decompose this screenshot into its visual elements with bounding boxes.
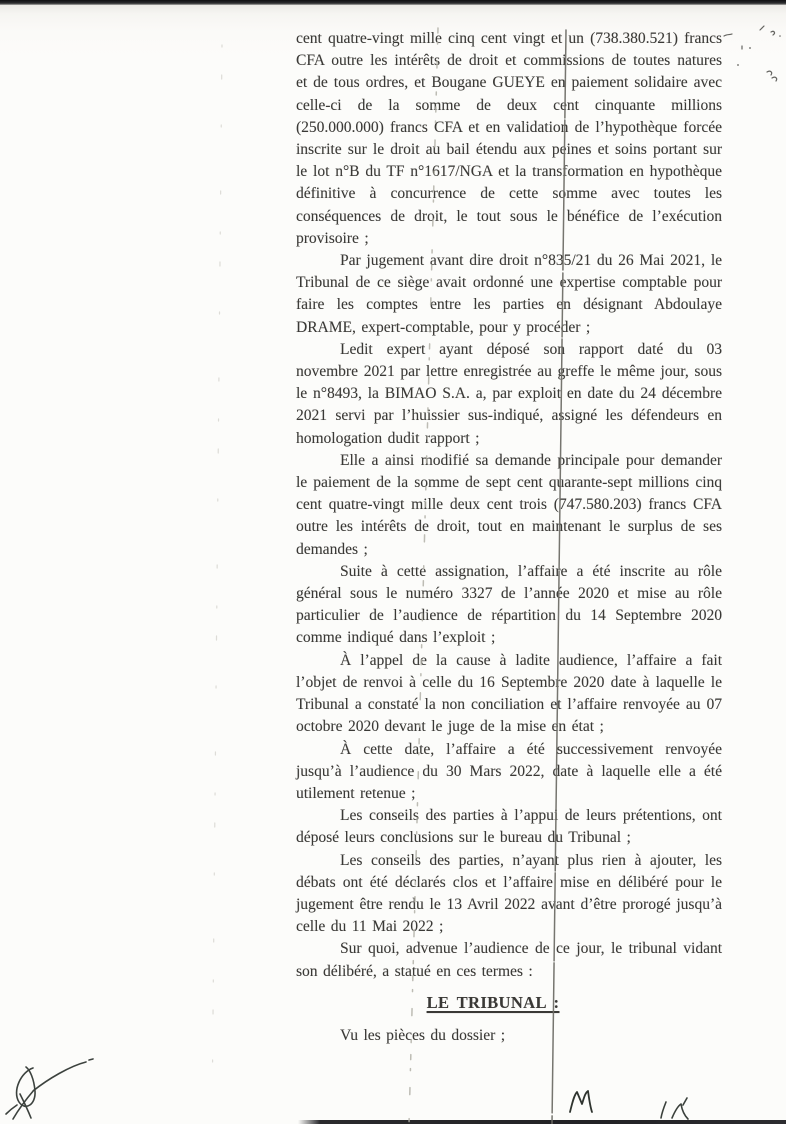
paragraph-mise-en-delibere: Les conseils des parties, n’ayant plus rien à ajouter, les débats ont été déclarés clos et l’affaire mise en délibéré pour le jugement être rendu le 13 Avril 2022 avant d’être prorogé jusqu’à celle du 11 Mai 2022 ; xyxy=(296,851,722,936)
paragraph-expert-report: Ledit expert ayant déposé son rapport daté du 03 novembre 2021 par lettre enregistrée au greffe le même jour, sous le n°8493, la BIMAO S.A. a, par exploit en date du 24 décembre 2021 servi par l’huissier sus-indiqué, assigné les défendeurs en homologation dudit rapport ; xyxy=(296,340,722,447)
paragraph-renvoi-30-mars: À cette date, l’affaire a été successivement renvoyée jusqu’à l’audience du 30 Mars 2022, date à laquelle elle a été utilement retenue ; xyxy=(296,740,722,802)
paragraph-vu-les-pieces: Vu les pièces du dossier ; xyxy=(340,1026,506,1044)
fold-crease-faint-left xyxy=(212,45,222,1124)
paragraph-avant-dire-droit: Par jugement avant dire droit n°835/21 du 26 Mai 2021, le Tribunal de ce siège avait ordonné une expertise comptable pour faire les comptes entre les parties en désignant Abdoulaye DRAME, expert-comptable, pour y procéder ; xyxy=(296,252,722,336)
ink-speckles xyxy=(724,26,781,81)
paragraph-non-conciliation: À l’appel de la cause à ladite audience, l’affaire a fait l’objet de renvoi à celle du 16 Septembre 2020 date à laquelle le Tribunal a constaté la non conciliation et l’affaire renvoyée au 07 octobre 2020 devant le juge de la mise en état ; xyxy=(296,651,722,736)
paragraph-judgment-amounts: cent quatre-vingt mille cinq cent vingt et un (738.380.521) francs CFA outre les intérêts de droit et commissions de toutes natures et de tous ordres, et Bougane GUEYE en paiement solidaire avec celle-ci de la somme de deux cent cinquante millions (250.000.000) francs CFA et en validation de l’hypothèque forcée inscrite sur le droit au bail étendu aux peines et soins portant sur le lot n°B du TF n°1617/NGA et la transformation en hypothèque définitive à concurrence de cette somme avec toutes les conséquences de droit, le tout sous le bénéfice de l’exécution provisoire ; xyxy=(296,30,722,247)
handwritten-mark-1a xyxy=(661,1098,688,1119)
tribunal-heading-text: LE TRIBUNAL : xyxy=(426,992,560,1012)
paragraph-conclusions-deposees: Les conseils des parties à l’appui de leurs prétentions, ont déposé leurs conclusions sur le bureau du Tribunal ; xyxy=(296,807,722,847)
scan-artifact-bottom-bar xyxy=(298,1120,786,1124)
handwritten-letter-m xyxy=(570,1091,592,1112)
document-body xyxy=(296,28,722,1047)
tribunal-section-heading xyxy=(280,992,706,1014)
scan-artifact-top-bar xyxy=(0,0,786,5)
paragraph-modified-claim: Elle a ainsi modifié sa demande principale pour demander le paiement de la somme de sept cent quarante-sept millions cinq cent quatre-vingt mille deux cent trois (747.580.203) francs CFA outre les intérêts de droit, tout en maintenant le surplus de ses demandes ; xyxy=(296,451,722,558)
handwritten-squiggle xyxy=(6,1059,93,1119)
paragraph-sur-quoi: Sur quoi, advenue l’audience de ce jour, le tribunal vidant son délibéré, a statué en ces termes : xyxy=(296,940,722,980)
paragraph-role-registration: Suite à cette assignation, l’affaire a été inscrite au rôle général sous le numéro 3327 de l’année 2020 et mise au rôle particulier de l’audience de répartition du 14 Septembre 2020 comme indiqué dans l’exploit ; xyxy=(296,562,722,647)
